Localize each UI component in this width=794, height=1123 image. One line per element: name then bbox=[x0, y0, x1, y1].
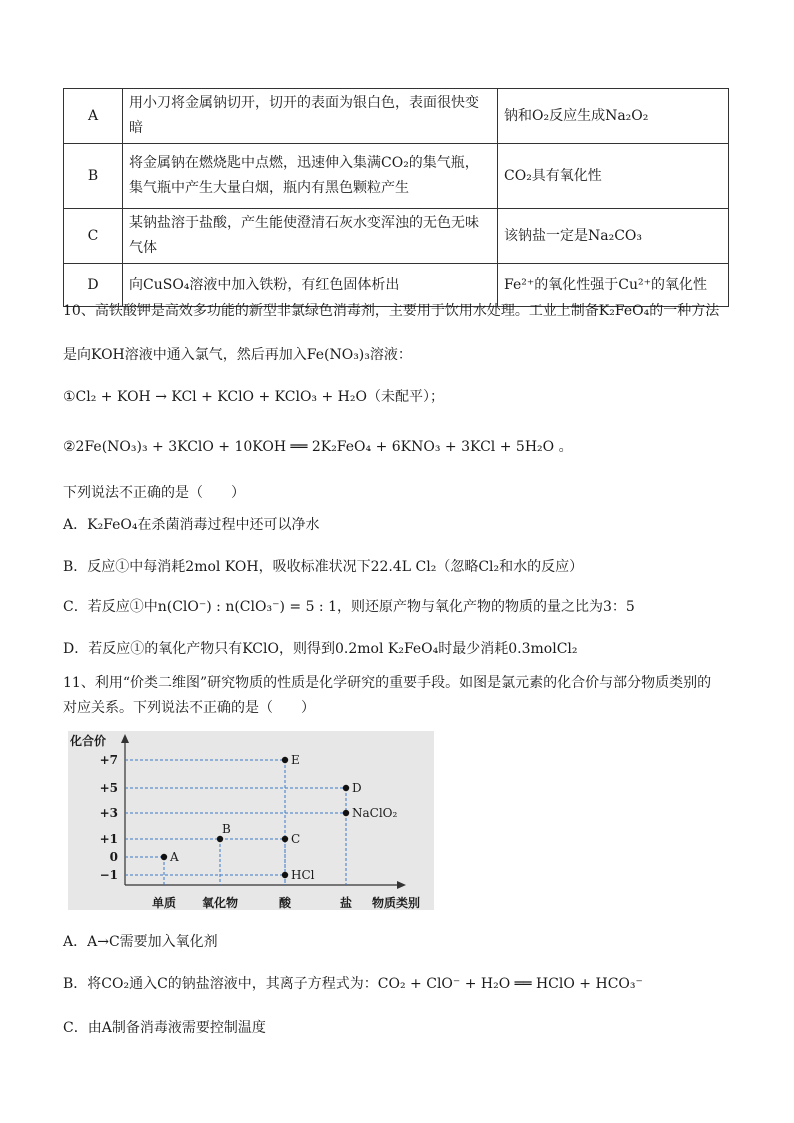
q11-stem-line-2: 对应关系。下列说法不正确的是（ ） bbox=[63, 700, 315, 716]
table-row bbox=[64, 209, 729, 264]
y-axis-title: 化合价 bbox=[70, 734, 107, 748]
y-tick-label: +7 bbox=[99, 753, 118, 767]
data-point bbox=[282, 872, 288, 878]
point-label: NaClO₂ bbox=[352, 806, 398, 820]
data-point bbox=[161, 854, 167, 860]
y-tick-label: 0 bbox=[109, 850, 118, 864]
option-cell: B bbox=[64, 144, 123, 209]
data-point bbox=[343, 785, 349, 791]
q11-option-a: A．A→C需要加入氧化剂 bbox=[63, 934, 218, 950]
experiment-table bbox=[63, 88, 729, 307]
q11-option-c: C．由A制备消毒液需要控制温度 bbox=[63, 1020, 266, 1036]
y-tick-label: +3 bbox=[99, 806, 118, 820]
q11-option-b: B．将CO₂通入C的钠盐溶液中，其离子方程式为：CO₂ + ClO⁻ + H₂O ══ HClO + HCO₃⁻ bbox=[63, 976, 643, 992]
conclusion-cell: Fe²⁺的氧化性强于Cu²⁺的氧化性 bbox=[498, 264, 729, 307]
point-label: A bbox=[170, 850, 179, 864]
experiment-cell: 将金属钠在燃烧匙中点燃，迅速伸入集满CO₂的集气瓶，集气瓶中产生大量白烟，瓶内有黑色颗粒产生 bbox=[123, 144, 498, 209]
data-point bbox=[282, 757, 288, 763]
point-label: C bbox=[291, 832, 301, 846]
conclusion-cell: 钠和O₂反应生成Na₂O₂ bbox=[498, 89, 729, 144]
data-point bbox=[217, 836, 223, 842]
experiment-cell: 向CuSO₄溶液中加入铁粉，有红色固体析出 bbox=[123, 264, 498, 307]
point-label: E bbox=[291, 753, 300, 767]
point-label: B bbox=[222, 822, 231, 836]
table-row bbox=[64, 89, 729, 144]
conclusion-cell: CO₂具有氧化性 bbox=[498, 144, 729, 209]
q10-stem-line-2: 是向KOH溶液中通入氯气，然后再加入Fe(NO₃)₃溶液： bbox=[63, 347, 412, 363]
option-cell: A bbox=[64, 89, 123, 144]
q10-stem-line-1: 10、高铁酸钾是高效多功能的新型非氯绿色消毒剂，主要用于饮用水处理。工业上制备K₂FeO₄的一种方法 bbox=[63, 303, 720, 319]
experiment-cell: 某钠盐溶于盐酸，产生能使澄清石灰水变浑浊的无色无味气体 bbox=[123, 209, 498, 264]
x-category-label: 盐 bbox=[339, 896, 353, 910]
experiment-cell: 用小刀将金属钠切开，切开的表面为银白色，表面很快变暗 bbox=[123, 89, 498, 144]
x-category-label: 酸 bbox=[278, 896, 292, 910]
data-point bbox=[343, 810, 349, 816]
x-category-label: 单质 bbox=[151, 896, 177, 910]
conclusion-cell: 该钠盐一定是Na₂CO₃ bbox=[498, 209, 729, 264]
x-axis-arrow bbox=[397, 881, 406, 889]
table-row bbox=[64, 144, 729, 209]
option-cell: D bbox=[64, 264, 123, 307]
chart-svg bbox=[68, 731, 434, 910]
q10-option-d: D．若反应①的氧化产物只有KClO，则得到0.2mol K₂FeO₄时最少消耗0.3molCl₂ bbox=[63, 641, 578, 657]
y-tick-label: +1 bbox=[99, 832, 118, 846]
q10-question: 下列说法不正确的是（ ） bbox=[63, 485, 245, 501]
y-tick-label: −1 bbox=[99, 868, 118, 882]
q11-stem-line-1: 11、利用“价类二维图”研究物质的性质是化学研究的重要手段。如图是氯元素的化合价与部分物质类别的 bbox=[63, 675, 712, 691]
point-label: D bbox=[352, 781, 362, 795]
x-axis-title: 物质类别 bbox=[372, 896, 421, 910]
point-label: HCl bbox=[291, 868, 315, 882]
q10-option-b: B．反应①中每消耗2mol KOH，吸收标准状况下22.4L Cl₂（忽略Cl₂和水的反应） bbox=[63, 559, 584, 575]
valence-class-chart bbox=[68, 731, 434, 910]
q10-equation-2: ②2Fe(NO₃)₃ + 3KClO + 10KOH ══ 2K₂FeO₄ + 6KNO₃ + 3KCl + 5H₂O 。 bbox=[63, 439, 573, 455]
q10-equation-1: ①Cl₂ + KOH → KCl + KClO + KClO₃ + H₂O（未配平）； bbox=[63, 389, 444, 405]
y-tick-label: +5 bbox=[99, 781, 118, 795]
option-cell: C bbox=[64, 209, 123, 264]
data-point bbox=[282, 836, 288, 842]
q10-option-c: C．若反应①中n(ClO⁻) : n(ClO₃⁻) = 5 : 1，则还原产物与氧化产物的物质的量之比为3：5 bbox=[63, 599, 635, 615]
x-category-label: 氧化物 bbox=[201, 896, 239, 910]
q10-option-a: A．K₂FeO₄在杀菌消毒过程中还可以净水 bbox=[63, 517, 320, 533]
y-axis-arrow bbox=[121, 734, 129, 743]
